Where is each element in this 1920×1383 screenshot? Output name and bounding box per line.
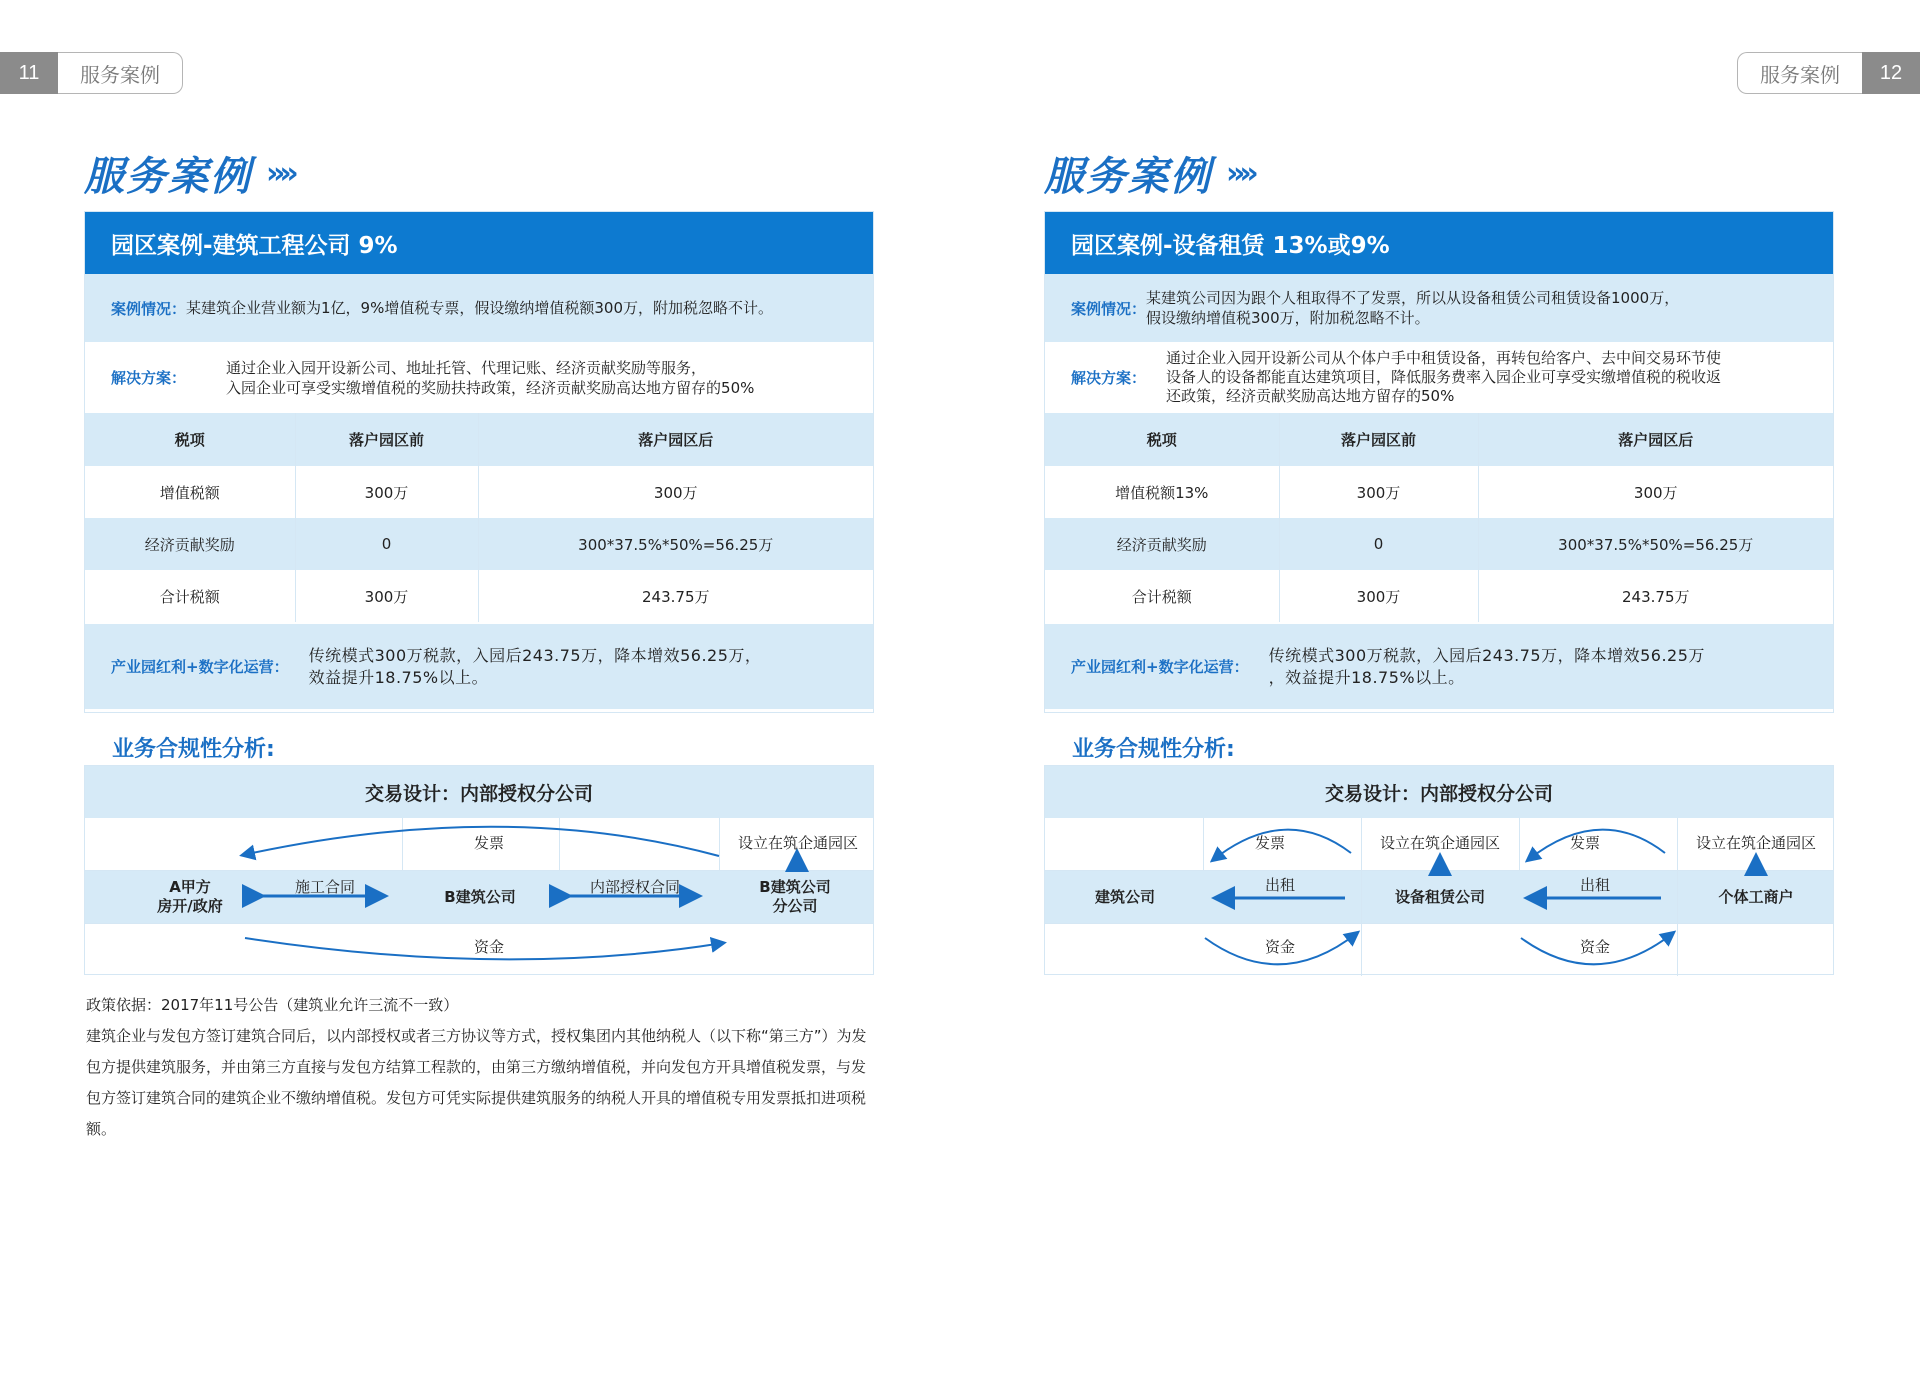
policy-basis: 政策依据：2017年11号公告（建筑业允许三流不一致） (86, 996, 459, 1014)
invoice-label: 发票 (1254, 834, 1285, 852)
case-panel-leasing (1044, 211, 1834, 713)
invoice-label: 发票 (473, 834, 504, 852)
table-cell: 300万 (295, 570, 478, 622)
summary-text-line: 传统模式300万税款，入园后243.75万，降本增效56.25万 (1268, 645, 1705, 665)
summary-row (1045, 622, 1833, 709)
page-label-left: 服务案例 (58, 52, 183, 94)
table-cell: 经济贡献奖励 (1045, 518, 1279, 570)
compliance-title-left: 业务合规性分析: (112, 737, 275, 762)
case-situation-row (85, 274, 873, 343)
construction-company: 建筑公司 (1094, 888, 1155, 906)
solution-text-line: 通过企业入园开设新公司、地址托管、代理记账、经济贡献奖励等服务， (226, 358, 707, 377)
lease-label: 出租 (1264, 876, 1295, 894)
heading-text: 服务案例 (1044, 153, 1212, 200)
setup-label: 设立在筑企通园区 (737, 834, 858, 852)
summary-row (85, 622, 873, 709)
table-row (85, 570, 873, 622)
table-header: 落户园区后 (638, 431, 714, 449)
summary-label: 产业园红利+数字化运营： (1071, 658, 1249, 676)
individual-business: 个体工商户 (1718, 888, 1794, 906)
summary-label: 产业园红利+数字化运营： (111, 658, 289, 676)
table-header: 落户园区后 (1618, 431, 1694, 449)
policy-body: 建筑企业与发包方签订建筑合同后，以内部授权或者三方协议等方式，授权集团内其他纳税人（以下称“第三方”）为发包方提供建筑服务，并由第三方直接与发包方结算工程款的，由第三方缴纳增值税，并向发包方开具增值税发票，与发包方签订建筑合同的建筑企业不缴纳增值税。发包方可凭实际提供建筑服务的纳税人开具的增值税专用发票抵扣进项税额。 (86, 1027, 867, 1138)
table-cell: 300万 (1633, 483, 1678, 502)
case-panel-construction (84, 211, 874, 713)
chevron-right-icon: »» (1226, 155, 1253, 191)
lease-label: 出租 (1579, 876, 1610, 894)
table-row (85, 466, 873, 518)
table-cell: 合计税额 (85, 570, 295, 622)
tax-table (1045, 413, 1833, 622)
solution-row (1045, 343, 1833, 413)
case-label: 案例情况： (111, 299, 187, 318)
case-text-line: 假设缴纳增值税300万，附加税忽略不计。 (1146, 309, 1430, 327)
table-header: 税项 (85, 413, 295, 466)
contract-label: 施工合同 (294, 878, 355, 896)
diagram-title: 交易设计：内部授权分公司 (1045, 766, 1833, 818)
table-cell: 合计税额 (1045, 570, 1279, 622)
page-label-right: 服务案例 (1737, 52, 1862, 94)
table-row (1045, 518, 1833, 570)
setup-label: 设立在筑企通园区 (1379, 834, 1500, 852)
compliance-title-right: 业务合规性分析: (1072, 737, 1235, 762)
page-number-left: 11 (0, 52, 58, 94)
table-cell: 300万 (295, 466, 478, 518)
table-header-row (85, 413, 873, 466)
branch-company: B建筑公司 分公司 (759, 878, 831, 915)
table-cell: 300万 (1279, 466, 1478, 518)
section-heading-left (84, 148, 293, 198)
section-heading-right (1044, 148, 1253, 198)
table-cell: 300万 (1279, 570, 1478, 622)
panel-title: 园区案例-建筑工程公司 9% (85, 212, 873, 274)
table-cell: 300*37.5%*50%=56.25万 (1558, 535, 1754, 554)
table-header-row (1045, 413, 1833, 466)
table-row (1045, 466, 1833, 518)
table-cell: 经济贡献奖励 (85, 518, 295, 570)
case-situation-row (1045, 274, 1833, 343)
invoice-label: 发票 (1569, 834, 1600, 852)
party-b: B建筑公司 (444, 888, 516, 906)
solution-text-line: 还政策，经济贡献奖励高达地方留存的50% (1166, 387, 1455, 405)
case-label: 案例情况： (1071, 299, 1147, 318)
solution-label: 解决方案： (1071, 369, 1147, 387)
heading-text: 服务案例 (84, 153, 252, 200)
solution-row (85, 343, 873, 413)
diagram-title: 交易设计：内部授权分公司 (85, 766, 873, 818)
table-header: 落户园区前 (1279, 413, 1478, 466)
table-cell: 300*37.5%*50%=56.25万 (578, 535, 774, 554)
table-row (1045, 570, 1833, 622)
page-tab-left (0, 52, 183, 94)
case-text: 某建筑企业营业额为1亿，9%增值税专票，假设缴纳增值税额300万，附加税忽略不计。 (186, 299, 773, 317)
summary-text-line: 传统模式300万税款，入园后243.75万，降本增效56.25万， (308, 645, 762, 665)
table-header: 落户园区前 (295, 413, 478, 466)
table-cell: 0 (295, 518, 478, 570)
solution-text-line: 设备人的设备都能直达建筑项目，降低服务费率入园企业可享受实缴增值税的税收返 (1166, 368, 1722, 386)
internal-contract-label: 内部授权合同 (589, 878, 680, 896)
policy-text (86, 990, 876, 1145)
summary-text-line: ，效益提升18.75%以上。 (1268, 667, 1465, 687)
table-cell: 243.75万 (1622, 587, 1690, 606)
party-a: A甲方 房开/政府 (157, 878, 223, 915)
table-cell: 增值税额13% (1045, 466, 1279, 518)
funds-label: 资金 (473, 938, 504, 956)
table-cell: 243.75万 (642, 587, 710, 606)
panel-title: 园区案例-设备租赁 13%或9% (1045, 212, 1833, 274)
page-number-right: 12 (1862, 52, 1920, 94)
case-text-line: 某建筑公司因为跟个人租取得不了发票，所以从设备租赁公司租赁设备1000万， (1146, 289, 1680, 307)
table-cell: 300万 (653, 483, 698, 502)
table-cell: 0 (1279, 518, 1478, 570)
solution-label: 解决方案： (111, 369, 187, 387)
leasing-company: 设备租赁公司 (1394, 888, 1485, 906)
transaction-diagram-left (84, 765, 874, 975)
chevron-right-icon: »» (266, 155, 293, 191)
page-tab-right (1737, 52, 1920, 94)
funds-label: 资金 (1579, 938, 1610, 956)
setup-label: 设立在筑企通园区 (1695, 834, 1816, 852)
table-cell: 增值税额 (85, 466, 295, 518)
summary-text-line: 效益提升18.75%以上。 (308, 667, 489, 687)
table-row (85, 518, 873, 570)
funds-label: 资金 (1264, 938, 1295, 956)
solution-text-line: 通过企业入园开设新公司从个体户手中租赁设备，再转包给客户、去中间交易环节使 (1166, 349, 1722, 367)
table-header: 税项 (1045, 413, 1279, 466)
solution-text-line: 入园企业可享受实缴增值税的奖励扶持政策，经济贡献奖励高达地方留存的50% (226, 378, 755, 397)
tax-table (85, 413, 873, 622)
transaction-diagram-right (1044, 765, 1834, 975)
